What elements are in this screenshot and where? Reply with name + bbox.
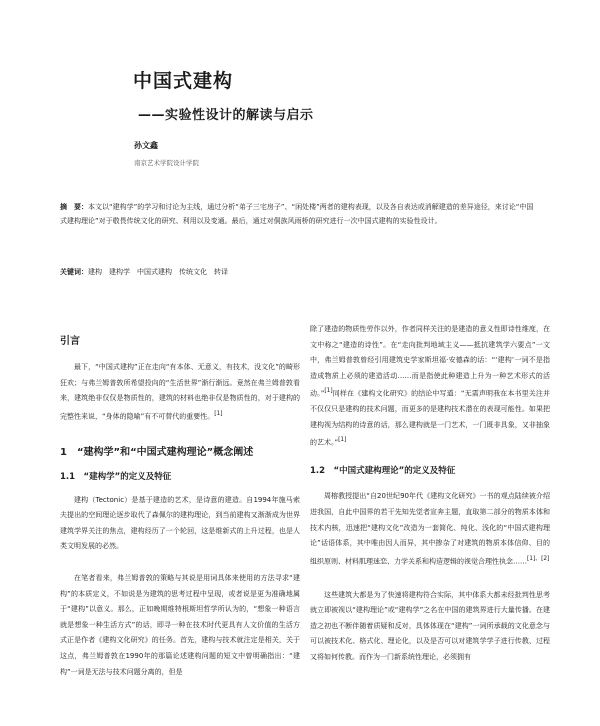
section-1-2-paragraph-1 <box>310 489 550 569</box>
citation: [1] <box>338 437 347 444</box>
paper-title: 中国式建构 <box>133 70 234 92</box>
author-affiliation: 南京艺术学院设计学院 <box>134 159 199 167</box>
right-paragraph-1 <box>310 322 550 451</box>
abstract <box>60 200 538 228</box>
right-paragraph-1-text: 除了建造的物质性劳作以外，作者同样关注的是建造的意义性即诗性维度，在文中称之“建造的诗性”。在“走向批判地域主义——抵抗建筑学六要点”一文中，弗兰姆普敦曾经引用建筑史学家斯坦福·安德森的话：“‘建构’一词不是指造成物质上必须的建造活动……而是指使此种建造上升为一种艺术形式的活动。” <box>310 325 550 398</box>
keywords <box>60 265 538 279</box>
keywords-label: 关键词： <box>60 268 88 276</box>
section-1-1-paragraph-2: 在笔者看来，弗兰姆普敦的策略与其说是用词具体来使用的方法寻求“建构”的本质定义，不如说是为建筑的思考过程中呈现，或者说是更为准确地属于“建构”以意义。那么，正如晚期维特根斯坦哲学所认为的，“想象一种语言就是想象一种生活方式”的话，即寻一种在技术时代更具有人文价值的生活方式正是作者《建构文化研究》的任务。首先，建构与技术就注定是相关，关于这点，弗兰姆普敦在1990年的那篇论述建构问题的短文中曾明确指出：“建构”一词是无法与技术问题分离的，但是 <box>60 574 300 676</box>
citation: [1] <box>324 388 333 395</box>
intro-text: 最下，“中国式建构”正在走向“有本体、无意义，有技术，没文化”的畸形狂欢；与弗兰姆普敦所希望投向的“生活世界”渐行渐远。竟然在弗兰姆普敦看来，建筑绝非仅仅是物质性的，建筑的材料也绝非仅是物质性的，对于建构的完整性来说，“身体的隐喻”有不可替代的重要性。 <box>60 363 300 421</box>
citation: [1] <box>214 410 223 417</box>
citation: [1]、[2] <box>527 555 550 562</box>
section-1-2-text: 周榕教授提出“自20世纪90年代《建构文化研究》一书的观点陆续被介绍进我国，自此中国界的若干先知先觉者宣奔主题，直取第二部分的物质本体和技术内核，迅速把“建构文化”改造为一套简化、纯化、浅化的“中国式建构理论”话语体系，其中唯由因人而异，其中掺杂了对建筑的物质本体信仰、目的组织原则、材料肌理迷恋、力学关系和构造逻辑的视觉合理性执念…… <box>310 492 550 566</box>
author-name: 孙文鑫 <box>134 141 158 150</box>
intro-heading: 引言 <box>60 336 80 347</box>
section-1-1-paragraph-1: 建构（Tectonic）是基于建造的艺术，是诗意的建造。自1994年施马索夫提出的空间理论逐步取代了森佩尔的建构理论，到当前建构又渐渐成为世界建筑学界关注的焦点，建构经历了一个轮回，这是维新式的上升过程，也是人类文明发展的必然。 <box>60 495 300 551</box>
abstract-label: 摘 要： <box>60 203 88 211</box>
section-1-2-paragraph-2: 这些建筑大都是为了快速将建构符合实际，其中体系大都未经批判性思考就立即被视以“建构理论”或“建构学”之名在中国的建筑界进行大量传播。在建造之初也不断伴随着质疑和反对，具体体现在“建构”一词所承载的文化意念与可以被技术化、格式化、理论化，以及是否可以对建筑学学子进行传教、过程又将如何传教。而作为一门新系统性理论，必须拥有 <box>310 590 550 662</box>
intro-paragraph <box>60 360 300 425</box>
keywords-text: 建构 建构学 中国式建构 传统文化 转译 <box>88 268 228 276</box>
right-column <box>310 322 550 666</box>
right-paragraph-1-continued: 同样在《建构文化研究》的结论中写道：“无需声明我在本书里关注并不仅仅只是建构的技术问题，而更多的是建构技术潜在的表现可能性。如果把建构视为结构的诗意的话，那么建构就是一门艺术，一门既非具象，又非抽象的艺术。” <box>310 389 550 447</box>
section-1-1-heading: 1.1 “建构学”的定义及特征 <box>60 471 172 482</box>
section-1-heading: 1 “建构学”和“中国式建构理论”概念阐述 <box>60 446 254 458</box>
abstract-text: 本文以“建构学”的学习和讨论为主线，通过分析“弟子三宅房子”、“闲处楼”两者的建构表现，以及各自表达或消解建造的差异途径，来讨论“中国式建构理论”对于敬畏传统文化的研究、利用以及变通。最后，通过对侗族风雨桥的研究进行一次中国式建构的实验性设计。 <box>60 203 534 225</box>
left-column <box>60 334 300 680</box>
section-1-2-heading: 1.2 “中国式建构理论”的定义及特征 <box>310 466 456 477</box>
paper-subtitle: ——实验性设计的解读与启示 <box>138 108 314 123</box>
